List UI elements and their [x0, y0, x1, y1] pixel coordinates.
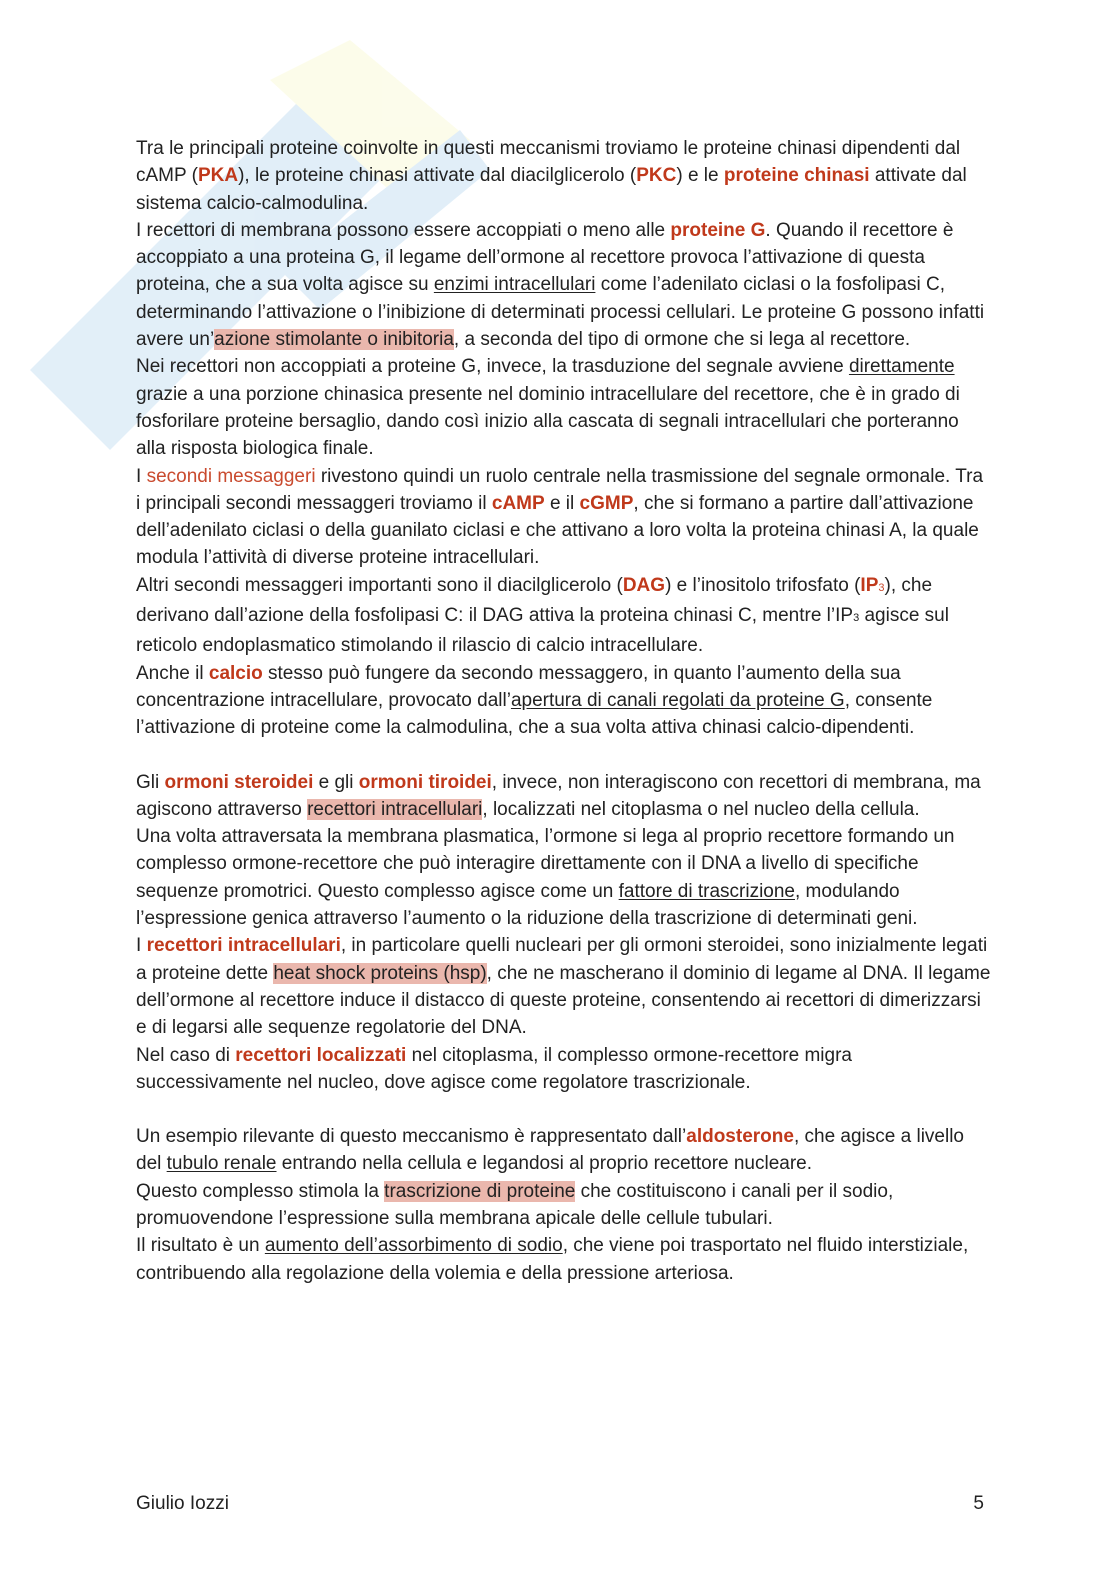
text-run: ), le proteine chinasi attivate dal diacilglicerolo (	[238, 165, 637, 187]
text-run: I	[136, 465, 147, 487]
paragraph	[136, 1232, 992, 1287]
highlighted-text: heat shock proteins (hsp)	[273, 962, 487, 984]
text-run: , localizzati nel citoplasma o nel nucleo della cellula.	[482, 798, 920, 820]
text-run: che costituiscono i canali per il sodio, promuovendone l’espressione sulla membrana apicale delle cellule tubulari.	[136, 1180, 894, 1229]
text-run: , che si formano a partire dall’attivazione dell’adenilato ciclasi o della guanilato ciclasi e che attivano a loro volta la proteina chinasi A, la quale modula l’attività di diverse proteine intracellulari.	[136, 492, 979, 569]
paragraph	[136, 1042, 992, 1097]
paragraph	[136, 660, 992, 742]
highlighted-text: azione stimolante o inibitoria	[214, 329, 454, 351]
text-run: Tra le principali proteine coinvolte in questi meccanismi troviamo le proteine chinasi dipendenti dal cAMP (	[136, 138, 961, 187]
paragraph	[136, 463, 992, 572]
paragraph	[136, 135, 992, 217]
text-run: Nel caso di	[136, 1044, 236, 1066]
underlined-text: enzimi intracellulari	[433, 274, 596, 296]
text-run: , che ne mascherano il dominio di legame al DNA. Il legame dell’ormone al recettore induce il distacco di queste proteine, consentendo ai recettori di dimerizzarsi e di legarsi alle sequenze regolatorie del DNA.	[136, 962, 991, 1039]
text-run: stesso può fungere da secondo messaggero, in quanto l’aumento della sua concentrazione intracellulare, provocato dall’	[136, 662, 901, 711]
text-run: , che viene poi trasportato nel fluido interstiziale, contribuendo alla regolazione della volemia e della pressione arteriosa.	[136, 1235, 969, 1284]
text-run: Altri secondi messaggeri importanti sono il diacilglicerolo (	[136, 574, 623, 596]
paragraph	[136, 217, 992, 353]
text-run: Una volta attraversata la membrana plasmatica, l’ormone si lega al proprio recettore formando un complesso ormone-recettore che può interagire direttamente con il DNA a livello di specifiche sequenze promotrici. Questo complesso agisce come un	[136, 826, 955, 902]
emphasis-term: ormoni steroidei	[164, 771, 314, 793]
emphasis-term: PKA	[197, 165, 239, 187]
text-run: e gli	[313, 771, 359, 793]
text-run: Questo complesso stimola la	[136, 1180, 385, 1202]
text-run: attivate dal sistema calcio-calmodulina.	[136, 165, 967, 214]
underlined-text: fattore di trascrizione	[618, 880, 795, 902]
emphasis-term: proteine chinasi	[723, 165, 870, 187]
footer-author: Giulio Iozzi	[136, 1493, 229, 1514]
text-run: grazie a una porzione chinasica presente nel dominio intracellulare del recettore, che è in grado di fosforilare proteine bersaglio, dando così inizio alla cascata di segnali intracellulari che porteranno alla risposta biologica finale.	[136, 383, 960, 460]
text-run: ) e le	[676, 165, 724, 187]
emphasis-term: recettori localizzati	[235, 1044, 407, 1066]
text-run: , a seconda del tipo di ormone che si lega al recettore.	[453, 329, 911, 351]
paragraph	[136, 1123, 992, 1178]
text-run: e il	[544, 492, 580, 514]
paragraph	[136, 823, 992, 932]
text-run: ), che derivano dall’azione della fosfolipasi C: il DAG attiva la proteina chinasi C, mentre l’IP	[136, 574, 933, 627]
document-body	[136, 135, 992, 1287]
text-run: agisce sul reticolo endoplasmatico stimolando il rilascio di calcio intracellulare.	[136, 605, 949, 657]
underlined-text: tubulo renale	[166, 1153, 277, 1175]
text-run: nel citoplasma, il complesso ormone-recettore migra successivamente nel nucleo, dove agisce come regolatore trascrizionale.	[136, 1044, 852, 1093]
paragraph-gap	[136, 742, 992, 769]
emphasis-term: ormoni tiroidei	[358, 771, 492, 793]
text-run: . Quando il recettore è accoppiato a una proteina G, il legame dell’ormone al recettore provoca l’attivazione di questa proteina, che a sua volta agisce su	[136, 219, 954, 296]
text-run: come l’adenilato ciclasi o la fosfolipasi C, determinando l’attivazione o l’inibizione di determinati processi cellulari. Le proteine G possono infatti avere un’	[136, 274, 985, 351]
paragraph	[136, 572, 992, 660]
paragraph	[136, 1178, 992, 1233]
text-run: Il risultato è un	[136, 1235, 265, 1257]
text-run: , consente l’attivazione di proteine come la calmodulina, che a sua volta attiva chinasi calcio-dipendenti.	[136, 689, 933, 739]
emphasis-term: calcio	[208, 662, 263, 684]
text-run: I	[136, 935, 147, 957]
emphasis-term: cGMP	[579, 492, 634, 514]
paragraph	[136, 769, 992, 824]
text-run: I recettori di membrana possono essere accoppiati o meno alle	[136, 219, 671, 241]
text-run: , invece, non interagiscono con recettori di membrana, ma agiscono attraverso	[136, 771, 981, 820]
underlined-text: aumento dell’assorbimento di sodio	[264, 1235, 563, 1257]
emphasis-term: recettori intracellulari	[146, 935, 341, 957]
subscript: 3	[878, 581, 885, 594]
underlined-text: apertura di canali regolati da proteine G	[510, 689, 845, 711]
emphasis-term: IP	[860, 574, 879, 596]
text-run: ) e l’inositolo trifosfato (	[665, 574, 861, 596]
text-run: Anche il	[136, 662, 209, 684]
page-number: 5	[973, 1493, 984, 1514]
paragraph-gap	[136, 1096, 992, 1123]
emphasis-term: aldosterone	[686, 1126, 794, 1148]
highlighted-text: recettori intracellulari	[307, 798, 483, 820]
highlighted-text: trascrizione di proteine	[384, 1180, 576, 1202]
page-footer	[136, 1493, 984, 1515]
underlined-text: direttamente	[848, 356, 955, 378]
paragraph	[136, 932, 992, 1041]
text-run: , modulando l’espressione genica attraverso l’aumento o la riduzione della trascrizione di determinati geni.	[136, 880, 918, 930]
text-run: , in particolare quelli nucleari per gli ormoni steroidei, sono inizialmente legati a proteine dette	[136, 935, 988, 984]
emphasis-term: secondi messaggeri	[146, 465, 316, 487]
text-run: Un esempio rilevante di questo meccanismo è rappresentato dall’	[136, 1126, 687, 1148]
text-run: Gli	[136, 771, 165, 793]
subscript: 3	[853, 612, 860, 625]
text-run: Nei recettori non accoppiati a proteine G, invece, la trasduzione del segnale avviene	[136, 356, 849, 378]
text-run: rivestono quindi un ruolo centrale nella trasmissione del segnale ormonale. Tra i principali secondi messaggeri troviamo il	[136, 465, 984, 514]
text-run: , che agisce a livello del	[136, 1126, 964, 1175]
emphasis-term: PKC	[636, 165, 677, 187]
paragraph	[136, 353, 992, 462]
emphasis-term: proteine G	[670, 219, 766, 241]
emphasis-term: cAMP	[491, 492, 545, 514]
text-run: entrando nella cellula e legandosi al proprio recettore nucleare.	[276, 1153, 813, 1175]
emphasis-term: DAG	[622, 574, 666, 596]
